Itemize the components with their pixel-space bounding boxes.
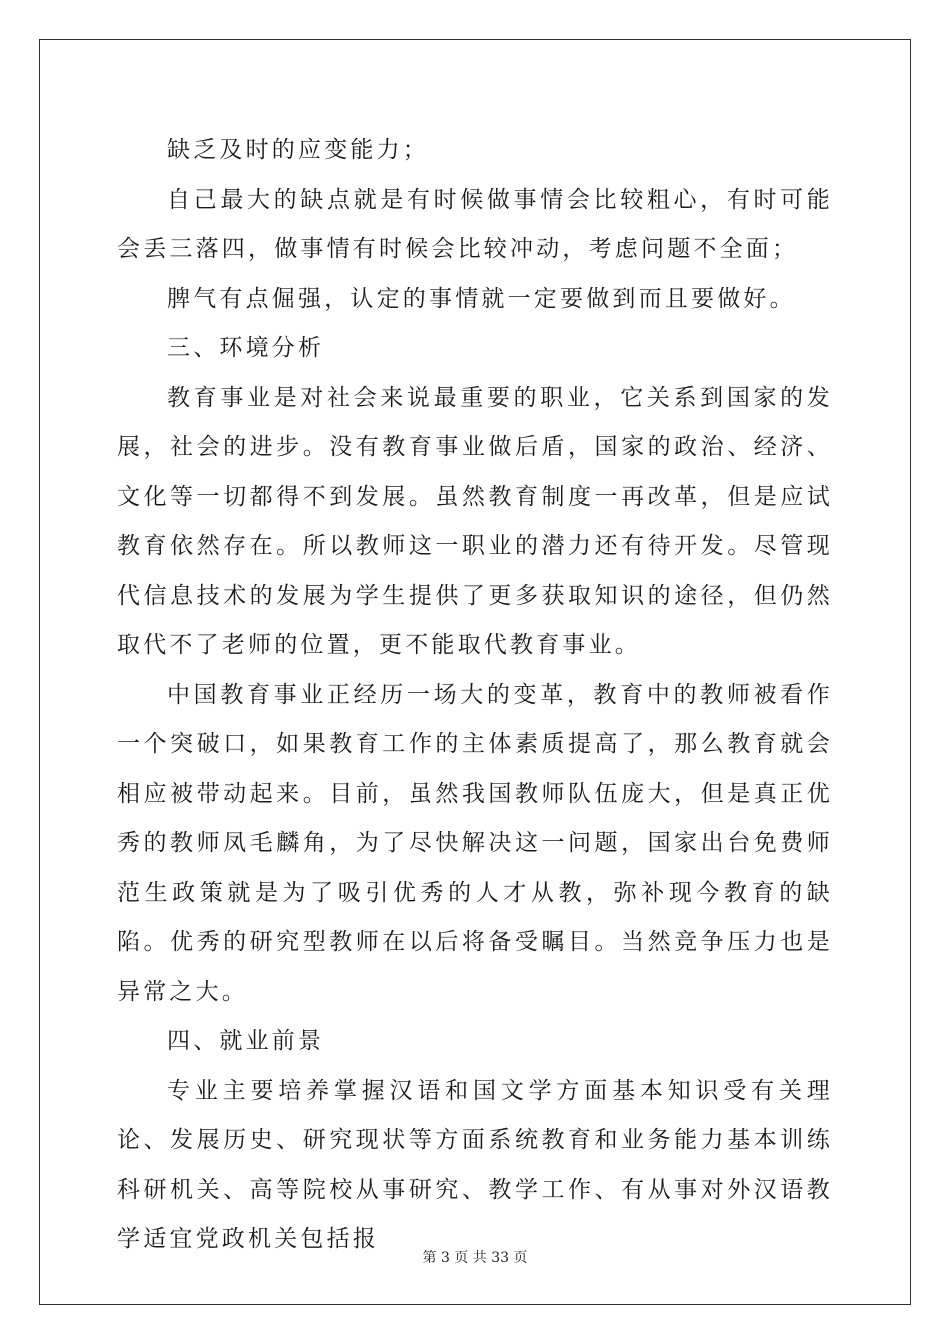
page-number-footer: 第 3 页 共 33 页 [422, 1250, 528, 1266]
paragraph-employment-1: 专业主要培养掌握汉语和国文学方面基本知识受有关理论、发展历史、研究现状等方面系统教育和业务能力基本训练科研机关、高等院校从事研究、教学工作、有从事对外汉语教学适宜党政机关包括报 [117, 1077, 833, 1252]
paragraph-weakness-stubborn: 脾气有点倔强，认定的事情就一定要做到而且要做好。 [167, 285, 796, 312]
paragraph-environment-1: 教育事业是对社会来说最重要的职业，它关系到国家的发展，社会的进步。没有教育事业做后盾，国家的政治、经济、文化等一切都得不到发展。虽然教育制度一再改革，但是应试教育依然存在。所以教师这一职业的潜力还有待开发。尽管现代信息技术的发展为学生提供了更多获取知识的途径，但仍然取代不了老师的位置，更不能取代教育事业。 [117, 384, 833, 658]
paragraph-weakness-careless: 自己最大的缺点就是有时候做事情会比较粗心，有时可能会丢三落四，做事情有时候会比较冲动，考虑问题不全面； [117, 186, 833, 262]
section-heading-employment: 四、就业前景 [167, 1028, 325, 1054]
document-body [117, 126, 833, 1265]
paragraph-environment-2: 中国教育事业正经历一场大的变革，教育中的教师被看作一个突破口，如果教育工作的主体素质提高了，那么教育就会相应被带动起来。目前，虽然我国教师队伍庞大，但是真正优秀的教师凤毛麟角，为了尽快解决这一问题，国家出台免费师范生政策就是为了吸引优秀的人才从教，弥补现今教育的缺陷。优秀的研究型教师在以后将备受瞩目。当然竞争压力也是异常之大。 [117, 681, 833, 1005]
section-heading-environment: 三、环境分析 [167, 335, 325, 361]
paragraph-weakness-adaptability: 缺乏及时的应变能力； [167, 137, 429, 163]
